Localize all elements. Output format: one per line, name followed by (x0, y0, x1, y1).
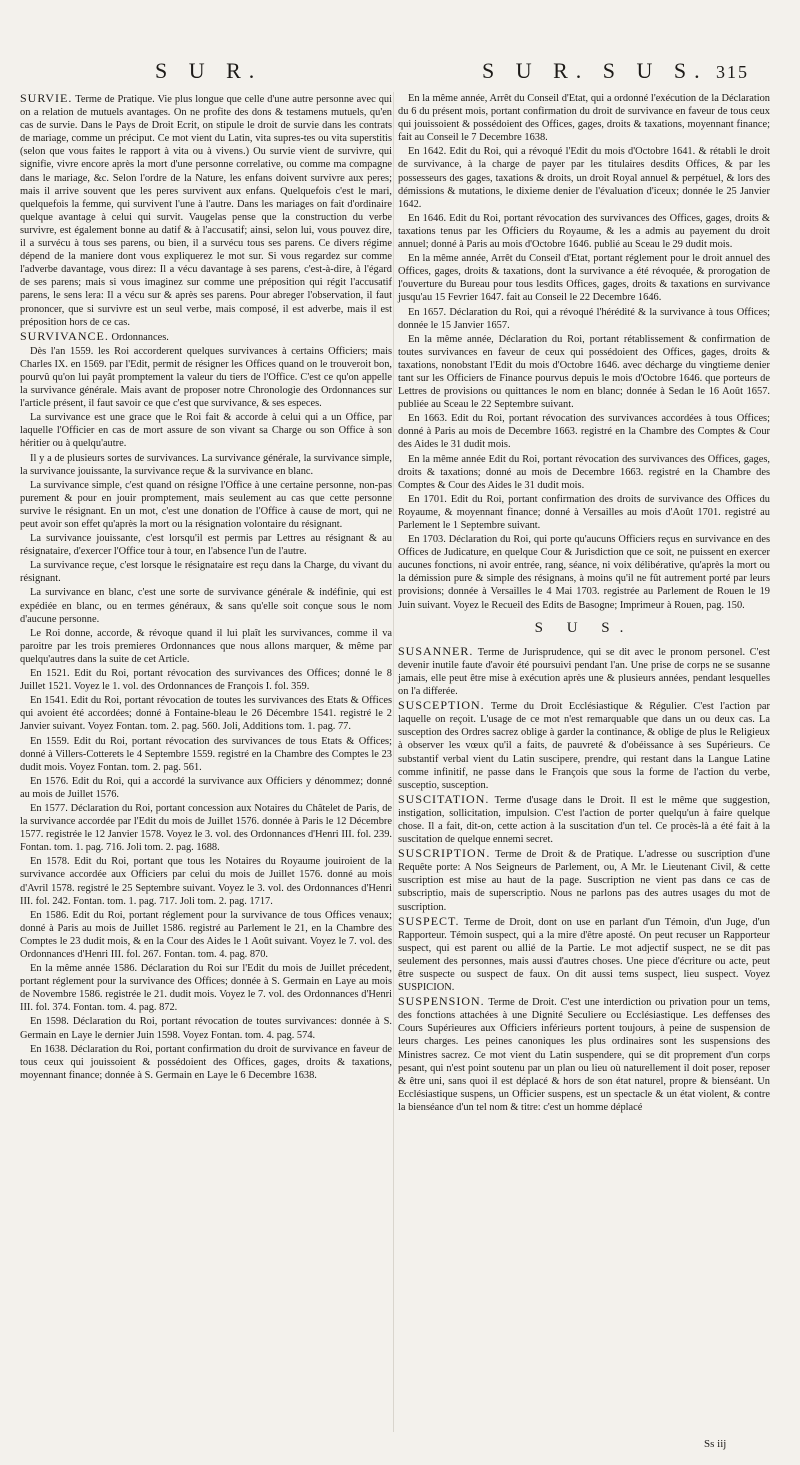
entry-term: SUSANNER. (398, 643, 474, 658)
running-head-right: S U R. S U S. (482, 58, 708, 83)
paragraph: En 1701. Edit du Roi, portant confirmation des droits de survivance des Offices du Royaume, & moyennant finance; donné à Versailles au mois d'Août 1701. registré au Parlement le 1 Septembre suivant. (398, 493, 770, 531)
paragraph: En 1646. Edit du Roi, portant révocation des survivances des Offices, gages, droits & taxations tenus par les Officiers du Royaume, & les a admis au payement du droit annuel; donné à Paris au mois d'Octobre 1646. publié au Sceau le 29 dudit mois. (398, 212, 770, 251)
paragraph: La survivance jouissante, c'est lorsqu'il est permis par Lettres au résignant & au résignataire, d'exercer l'Office tour à tour, en l'absence l'un de l'autre. (20, 533, 392, 558)
paragraph: En 1663. Edit du Roi, portant révocation des survivances accordées à tous Offices; donné à Paris au mois de Decembre 1663. registré en la Chambre des Comptes & Cour des Aides le 31 dudit mois. (398, 413, 770, 451)
left-column (20, 92, 392, 1083)
paragraph: En la même année, Déclaration du Roi, portant rétablissement & confirmation de toutes survivances en faveur de ceux qui possédoient des Offices, gages, droits & taxations, nonobstant l'Edit du mois d'Octobre 1646. avec décharge du vingtieme denier tant sur les Officiers de Finance pourvus depuis le mois d'Octobre 1646. que porteurs de Lettres de provisions ou quittances le nom en blanc; donnée à Sedan le 16 Août 1657. publiée au Sceau le 22 Septembre suivant. (398, 333, 770, 411)
dictionary-entry (398, 645, 770, 698)
entry-text: Terme de Droit. C'est une interdiction ou privation pour un tems, des fonctions attachées à une Dignité Seculiere ou Ecclésiastique. Les deffenses des Cours Supérieures aux Officiers inférieurs portent toujours, à peine de suspension de leurs charges. Les peines canoniques les plus ordinaires sont les suspensions des Ministres sacrez. Ce mot vient du Latin suspendere, qui se dit proprement d'un corps pesant, qui n'est point soutenu par un plan ou lieu où naturellement il doit poser, reposer & être uni, sans quoi il est déplacé & hors de son état naturel, propre & bienséant. Un Ecclésiastique suspens, un Officier suspens, est un spectacle & un état violent, & contre la bienséance d'un tel nom & titre: c'est un homme déplacé (398, 997, 770, 1113)
paragraph: En la même année 1586. Déclaration du Roi sur l'Edit du mois de Juillet précedent, portant réglement pour la survivance des Offices; donnée à S. Germain en Laye au mois de Novembre 1586. registrée le 21. dudit mois. Voyez le 7. vol. des Ordonnances d'Henri III. fol. 374. Fontan. tom. 4. pag. 872. (20, 963, 392, 1014)
paragraph: En 1521. Edit du Roi, portant révocation des survivances des Offices; donné le 8 Juillet 1521. Voyez le 1. vol. des Ordonnances de François I. fol. 359. (20, 668, 392, 693)
right-column (398, 92, 770, 1115)
entry-term: SURVIE. (20, 91, 73, 105)
entry-term: SUSPECT. (398, 913, 460, 928)
paragraph: En 1577. Déclaration du Roi, portant concession aux Notaires du Châtelet de Paris, de la survivance accordée par l'Edit du mois de Juillet 1576. donnée à Paris le 12 Décembre 1577. registrée le 12 Janvier 1578. Voyez le 3. vol. des Ordonnances d'Henri III. fol. 239. Fontan. tom. 1. pag. 716. Joli tom. 2. pag. 1688. (20, 802, 392, 854)
running-head-left: S U R. (155, 58, 263, 83)
paragraph: Le Roi donne, accorde, & révoque quand il lui plaît les survivances, comme il va paroitre par les trois premieres Ordonnances que nous allons marquer, & même par quelqu'autres dans la suite de cet Article. (20, 627, 392, 665)
entry-text: Terme du Droit Ecclésiastique & Régulier. C'est l'action par laquelle on reçoit. L'usage de ce mot n'est remarquable que dans un ou deux cas. La susception des Ordres sacrez oblige à garder la continance, & oblige de plus le Religieux à observer les vœux qu'il a faits, de pauvreté & d'obéissance à ses Supérieurs. Ce substantif verbal vient du Latin suscipere, prendre, qui restant dans la Langue Latine comme infinitif, ne passe dans le François que sous la forme de l'action du verbe, susceptio, susception. (398, 701, 770, 791)
paragraph: Il y a de plusieurs sortes de survivances. La survivance générale, la survivance simple, la survivance jouissante, la survivance reçue & la survivance en blanc. (20, 452, 392, 477)
entry-text: Terme de Droit, dont on use en parlant d'un Témoin, d'un Juge, d'un Rapporteur. Témoin suspect, qui a la mire d'être aposté. On peut recuser un Rapporteur suspect, qui est parent ou allié de la Partie. Le mot adjectif suspect, ne se dit pas seulement des personnes, mais aussi d'autres choses. Une piece d'écriture ou acte, peut être suspecte ou suspect de faux. On dit aussi tems suspect, lieu suspect. Voyez SUSPICION. (398, 916, 770, 994)
paragraph: En 1638. Déclaration du Roi, portant confirmation du droit de survivance en faveur de tous ceux qui jouissoient & possédoient des Offices, gages, droits & taxations, moyennant finance; donnée à S. Germain en Laye le 6 Decembre 1638. (20, 1043, 392, 1081)
paragraph: En 1586. Edit du Roi, portant réglement pour la survivance de tous Offices venaux; donné à Paris au mois de Juillet 1586. registré au Parlement le 21, en la Chambre des Comptes le 23 dudit mois, & en la Cour des Aides le 1 Août suivant. Voyez le 7. vol. des Ordonnances d'Henri III. fol. 267. Fontan. tom. 4. pag. 870. (20, 909, 392, 960)
paragraph: En 1559. Edit du Roi, portant révocation des survivances de tous Etats & Offices; donné à Villers-Cotterets le 4 Septembre 1559. registré en la Chambre des Comptes le 23 dudit mois. Voyez Fontan. tom. 2. pag. 561. (20, 735, 392, 773)
entry-text: Ordonnances. (108, 331, 169, 343)
entry-term: SUSPENSION. (398, 994, 485, 1009)
paragraph: En la même année Edit du Roi, portant révocation des survivances des Offices, gages, droits & taxations; donné au mois de Decembre 1663. registré en la Chambre des Comptes & Cour des Aides le 31 dudit mois. (398, 453, 770, 491)
dictionary-entry (398, 847, 770, 913)
dictionary-entry (398, 793, 770, 846)
paragraph: La survivance reçue, c'est lorsque le résignataire est reçu dans la Charge, du vivant du résignant. (20, 560, 392, 585)
paragraph: En 1642. Edit du Roi, qui a révoqué l'Edit du mois d'Octobre 1641. & rétabli le droit de survivance, à la charge de payer par les titulaires desdits Offices, & par les possesseurs des gages, taxations & droits, un droit Royal annuel & perpétuel, & lors des démissions & mutations, le dixieme denier de l'évaluation d'iceux; donnée le 25 Janvier 1642. (398, 146, 770, 210)
entry-text: Terme de Pratique. Vie plus longue que celle d'une autre personne avec qui on a relation de mutuels avantages. On ne profite des dons & testamens mutuels, qu'en cas de survie. Dans le Pays de Droit Ecrit, on stipule le droit de survie dans les contrats de mariage, comme un préciput. Ce mot vient du Latin, vita supres-tes ou vita superstitis (selon que vous faites le rapport à vita ou à vivens.) Ou survie vient de survivre, qui signifie, vivre encore après la mort d'une personne correlative, ou comme ma compagne dans le mariage, &c. Selon l'ordre de la Nature, les enfans doivent survivre aux peres; mais il arrive souvent que les peres survivent aux enfans. Quelquefois c'est le mari, quelquefois la femme, qui survivent l'une à l'autre. Dans les mariages on fait d'ordinaire quelque avantage à celui qui survit. Vaugelas pense que la construction du verbe survivre, est également bonne au datif & à l'accusatif; ainsi, selon lui, vous pouvez dire, il a survécu à tous ses parens, ou bien, il a survécu tous ses parens. Ce divers régime dépend de la maniere dont vous expliquerez le mot sur. Si vous regardez sur comme l'adverbe davantage, vous direz: Il a vécu davantage à ses parens, c'est-à-dire, à l'égard de ses parens; mais si vous imaginez sur comme une préposition qui régit l'accusatif parens, le sens lera: Il a vécu sur & après ses parens. Pour abreger l'observation, il faut prononcer, que si survivre est un seul verbe, mais composé, il est adverbe, mais il est préposition hors de ce cas. (20, 94, 392, 328)
page-number: 315 (716, 62, 749, 82)
paragraph: Dès l'an 1559. les Roi accorderent quelques survivances à certains Officiers; mais Charles IX. en 1569. par l'Edit, permit de résigner les Offices quand on le trouveroit bon, pourvû qu'on lui payât promptement la valeur du tiers de l'Office. C'est ce qu'on appelle la survivance générale. Mais avant de proposer notre Chronologie des Ordonnances sur l'article présent, il faut savoir ce que c'est que survivance, & ses especes. (20, 345, 392, 410)
entry-term: SUSCRIPTION. (398, 846, 491, 861)
entry-term: SUSCITATION. (398, 791, 490, 806)
dictionary-entry (398, 995, 770, 1114)
paragraph: La survivance en blanc, c'est une sorte de survivance générale & indéfinie, qui est expédiée en blanc, ou en termes généraux, & sans qu'elle soit conçue sous le nom d'aucune personne. (20, 587, 392, 625)
dictionary-entry (20, 92, 392, 329)
dictionary-entry (20, 330, 392, 344)
signature-mark: Ss iij (704, 1438, 727, 1450)
column-gutter (393, 92, 394, 1432)
paragraph: En la même année, Arrêt du Conseil d'Etat, portant réglement pour le droit annuel des Offices, gages, droits & taxations, dont la survivance a été révoquée, & prorogation de l'ouverture du Bureau pour tous lesdits Offices, gages, droits & taxations en survivance jusqu'au 15 Fevrier 1647. fait au Conseil le 22 Decembre 1646. (398, 253, 770, 304)
paragraph: En 1657. Déclaration du Roi, qui a révoqué l'hérédité & la survivance à tous Offices; donnée le 15 Janvier 1657. (398, 306, 770, 331)
paragraph: En 1541. Edit du Roi, portant révocation de toutes les survivances des Etats & Offices qui avoient été accordées; donné à Fontaine-bleau le 26 Décembre 1541. registré le 2 Janvier suivant. Voyez Fontan. tom. 2. pag. 560. Joli, Additions tom. 1. pag. 77. (20, 695, 392, 733)
section-heading: S U S. (534, 619, 634, 636)
paragraph: En 1576. Edit du Roi, qui a accordé la survivance aux Officiers y dénommez; donné au mois de Juillet 1576. (20, 775, 392, 800)
paragraph: La survivance est une grace que le Roi fait & accorde à celui qui a un Office, par laquelle l'Officier en cas de mort assure de son vivant sa Charge ou son Office à son héritier ou à quelqu'autre. (20, 412, 392, 450)
entry-text: Terme de Droit & de Pratique. L'adresse ou suscription d'une Requête porte: A Nos Seigneurs de Parlement, ou, A Mr. le Lieutenant Civil, & cette suscription est mise au haut de la page. Suscription ne vient pas dans ce cas de subscriptio, mais de superscriptio. Nous ne parlons pas des autres usages du mot de suscription. (398, 849, 770, 913)
paragraph: En 1703. Déclaration du Roi, qui porte qu'aucuns Officiers reçus en survivance en des Offices de Judicature, en quelque Cour & Jurisdiction que ce soit, ne puissent en exercer aucunes fonctions, ni avoir entrée, rang, séance, ni voix délibérative, qu'après la mort ou la démission pure & simple des résignans, à moins qu'il ne fût autrement porté par leurs provisions; donnée à Versailles le 4 Mai 1703. registrée au Parlement de Rouen le 19 Juin suivant. Voyez le Recueil des Edits de Basogne; Imprimeur à Rouen, pag. 150. (398, 534, 770, 611)
dictionary-entry (398, 915, 770, 995)
entry-term: SUSCEPTION. (398, 698, 485, 713)
dictionary-entry (398, 699, 770, 792)
entry-term: SURVIVANCE. (20, 328, 109, 343)
paragraph: En la même année, Arrêt du Conseil d'Etat, qui a ordonné l'exécution de la Déclaration du 6 du présent mois, portant confirmation du droit de survivance en faveur de tous ceux qui jouissoient & possédoient des Offices, gages, droits & taxations, moyennant finance; fait au Conseil le 7 Decembre 1638. (398, 93, 770, 144)
paragraph: En 1578. Edit du Roi, portant que tous les Notaires du Royaume jouiroient de la survivance accordée aux Officiers par celui du mois de Juillet 1576. donné au mois d'Avril 1578. registré le 25 Septembre suivant. Voyez le 3. vol. des Ordonnances d'Henri III. fol. 242. Fontan. tom. 1. pag. 717. Joli tom. 2. pag. 1717. (20, 856, 392, 907)
paragraph: En 1598. Déclaration du Roi, portant révocation de toutes survivances: donnée à S. Germain en Laye le dernier Juin 1598. Voyez Fontan. tom. 4. pag. 574. (20, 1016, 392, 1041)
entry-text: Terme de Jurisprudence, qui se dit avec le pronom personel. C'est devenir inutile faute d'avoir été poursuivi pendant l'an. Une prise de corps ne se susanne jamais, elle peut être mise à exécution après une & plusieurs années, pendant lesquelles on l'a differée. (398, 646, 770, 698)
paragraph: La survivance simple, c'est quand on résigne l'Office à une certaine personne, non-pas purement & pour en jouir promptement, mais seulement au cas que cette personne survive le résignant. En un mot, c'est une donation de l'Office à cause de mort, qui ne peut avoir son effet qu'après la mort ou la résignation volontaire du résignant. (20, 479, 392, 530)
entry-text: Terme d'usage dans le Droit. Il est le même que suggestion, instigation, sollicitation, impulsion. C'est l'action de porter quelqu'un à faire quelque chose. Il a fait, dit-on, cette action à la suscitation d'un tel. Ce procès-là a été fait à la suscitation de quelque ennemi secret. (398, 794, 770, 846)
